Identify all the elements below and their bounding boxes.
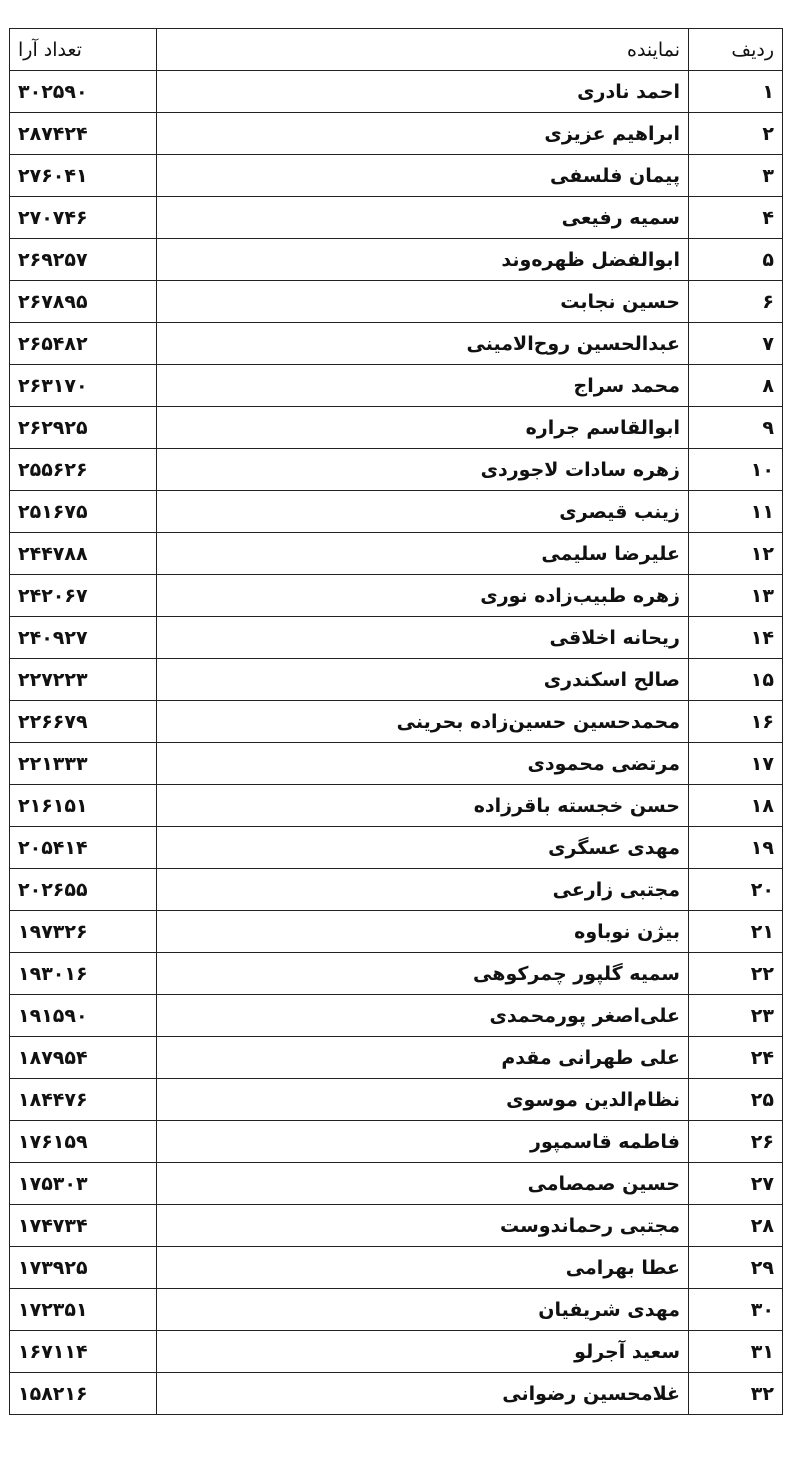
row-number-cell: ۴: [689, 197, 783, 239]
representative-name-cell: مرتضی محمودی: [157, 743, 689, 785]
representative-name-cell: صالح اسکندری: [157, 659, 689, 701]
table-row: [10, 407, 783, 449]
table-row: [10, 71, 783, 113]
representative-name-cell: زینب قیصری: [157, 491, 689, 533]
table-row: [10, 1247, 783, 1289]
representative-name-cell: محمد سراج: [157, 365, 689, 407]
table-row: [10, 155, 783, 197]
table-row: [10, 659, 783, 701]
row-number-cell: ۲۶: [689, 1121, 783, 1163]
row-number-cell: ۱۳: [689, 575, 783, 617]
representative-name-cell: حسن خجسته باقرزاده: [157, 785, 689, 827]
table-row: [10, 1289, 783, 1331]
representative-name-cell: حسین صمصامی: [157, 1163, 689, 1205]
table-row: [10, 743, 783, 785]
row-number-cell: ۲۵: [689, 1079, 783, 1121]
vote-count-cell: ۲۶۳۱۷۰: [10, 365, 157, 407]
table-row: [10, 1121, 783, 1163]
table-row: [10, 365, 783, 407]
row-number-cell: ۵: [689, 239, 783, 281]
table-row: [10, 1037, 783, 1079]
row-number-cell: ۱۹: [689, 827, 783, 869]
vote-count-cell: ۲۶۲۹۲۵: [10, 407, 157, 449]
vote-count-cell: ۱۷۶۱۵۹: [10, 1121, 157, 1163]
table-row: [10, 1205, 783, 1247]
vote-count-cell: ۲۵۵۶۲۶: [10, 449, 157, 491]
table-row: [10, 995, 783, 1037]
vote-count-cell: ۳۰۲۵۹۰: [10, 71, 157, 113]
representative-name-cell: ابراهیم عزیزی: [157, 113, 689, 155]
row-number-cell: ۳۰: [689, 1289, 783, 1331]
vote-count-cell: ۲۷۰۷۴۶: [10, 197, 157, 239]
vote-count-cell: ۲۰۵۴۱۴: [10, 827, 157, 869]
election-results-table: [9, 28, 783, 1415]
table-row: [10, 449, 783, 491]
table-row: [10, 575, 783, 617]
row-number-cell: ۱۰: [689, 449, 783, 491]
representative-name-cell: ریحانه اخلاقی: [157, 617, 689, 659]
representative-name-cell: حسین نجابت: [157, 281, 689, 323]
representative-name-cell: عطا بهرامی: [157, 1247, 689, 1289]
row-number-cell: ۲۹: [689, 1247, 783, 1289]
representative-name-cell: ابوالفضل ظهره‌وند: [157, 239, 689, 281]
table-row: [10, 1079, 783, 1121]
vote-count-cell: ۲۲۱۳۳۳: [10, 743, 157, 785]
representative-name-cell: غلامحسین رضوانی: [157, 1373, 689, 1415]
table-header-row: [10, 29, 783, 71]
results-table-container: [9, 28, 782, 1415]
table-row: [10, 827, 783, 869]
vote-count-cell: ۱۸۷۹۵۴: [10, 1037, 157, 1079]
representative-name-cell: مجتبی رحماندوست: [157, 1205, 689, 1247]
row-number-cell: ۲۴: [689, 1037, 783, 1079]
representative-name-cell: علی طهرانی مقدم: [157, 1037, 689, 1079]
representative-name-cell: احمد نادری: [157, 71, 689, 113]
row-number-cell: ۲۱: [689, 911, 783, 953]
row-number-cell: ۱۱: [689, 491, 783, 533]
row-number-cell: ۹: [689, 407, 783, 449]
vote-count-cell: ۲۸۷۴۲۴: [10, 113, 157, 155]
vote-count-cell: ۱۷۳۹۲۵: [10, 1247, 157, 1289]
table-row: [10, 491, 783, 533]
table-row: [10, 1331, 783, 1373]
vote-count-cell: ۱۶۷۱۱۴: [10, 1331, 157, 1373]
row-number-cell: ۲۲: [689, 953, 783, 995]
representative-name-cell: علی‌اصغر پورمحمدی: [157, 995, 689, 1037]
column-header-votes: تعداد آرا: [10, 29, 157, 71]
row-number-cell: ۷: [689, 323, 783, 365]
vote-count-cell: ۱۵۸۲۱۶: [10, 1373, 157, 1415]
representative-name-cell: نظام‌الدین موسوی: [157, 1079, 689, 1121]
table-row: [10, 869, 783, 911]
row-number-cell: ۲۷: [689, 1163, 783, 1205]
table-row: [10, 617, 783, 659]
table-row: [10, 197, 783, 239]
vote-count-cell: ۱۸۴۴۷۶: [10, 1079, 157, 1121]
row-number-cell: ۱۵: [689, 659, 783, 701]
table-row: [10, 533, 783, 575]
row-number-cell: ۱۶: [689, 701, 783, 743]
vote-count-cell: ۲۱۶۱۵۱: [10, 785, 157, 827]
vote-count-cell: ۱۹۱۵۹۰: [10, 995, 157, 1037]
vote-count-cell: ۲۴۲۰۶۷: [10, 575, 157, 617]
row-number-cell: ۳۱: [689, 1331, 783, 1373]
row-number-cell: ۱: [689, 71, 783, 113]
representative-name-cell: بیژن نوباوه: [157, 911, 689, 953]
table-body: [10, 71, 783, 1415]
table-row: [10, 323, 783, 365]
representative-name-cell: مهدی عسگری: [157, 827, 689, 869]
row-number-cell: ۳۲: [689, 1373, 783, 1415]
representative-name-cell: ابوالقاسم جراره: [157, 407, 689, 449]
representative-name-cell: سمیه رفیعی: [157, 197, 689, 239]
row-number-cell: ۲۰: [689, 869, 783, 911]
column-header-row-number: ردیف: [689, 29, 783, 71]
row-number-cell: ۱۷: [689, 743, 783, 785]
table-row: [10, 953, 783, 995]
column-header-representative: نماینده: [157, 29, 689, 71]
row-number-cell: ۸: [689, 365, 783, 407]
vote-count-cell: ۲۶۷۸۹۵: [10, 281, 157, 323]
vote-count-cell: ۱۹۷۳۲۶: [10, 911, 157, 953]
row-number-cell: ۳: [689, 155, 783, 197]
representative-name-cell: مهدی شریفیان: [157, 1289, 689, 1331]
table-row: [10, 911, 783, 953]
row-number-cell: ۲: [689, 113, 783, 155]
representative-name-cell: پیمان فلسفی: [157, 155, 689, 197]
vote-count-cell: ۱۷۵۳۰۳: [10, 1163, 157, 1205]
table-row: [10, 281, 783, 323]
row-number-cell: ۱۲: [689, 533, 783, 575]
table-row: [10, 785, 783, 827]
representative-name-cell: سعید آجرلو: [157, 1331, 689, 1373]
vote-count-cell: ۲۲۷۲۲۳: [10, 659, 157, 701]
representative-name-cell: فاطمه قاسمپور: [157, 1121, 689, 1163]
representative-name-cell: مجتبی زارعی: [157, 869, 689, 911]
vote-count-cell: ۲۵۱۶۷۵: [10, 491, 157, 533]
vote-count-cell: ۲۶۹۲۵۷: [10, 239, 157, 281]
vote-count-cell: ۱۷۲۳۵۱: [10, 1289, 157, 1331]
row-number-cell: ۶: [689, 281, 783, 323]
representative-name-cell: زهره سادات لاجوردی: [157, 449, 689, 491]
representative-name-cell: علیرضا سلیمی: [157, 533, 689, 575]
vote-count-cell: ۱۹۳۰۱۶: [10, 953, 157, 995]
representative-name-cell: زهره طبیب‌زاده نوری: [157, 575, 689, 617]
vote-count-cell: ۲۴۰۹۲۷: [10, 617, 157, 659]
vote-count-cell: ۱۷۴۷۳۴: [10, 1205, 157, 1247]
row-number-cell: ۱۸: [689, 785, 783, 827]
table-row: [10, 113, 783, 155]
vote-count-cell: ۲۲۶۶۷۹: [10, 701, 157, 743]
vote-count-cell: ۲۰۲۶۵۵: [10, 869, 157, 911]
row-number-cell: ۲۳: [689, 995, 783, 1037]
table-row: [10, 239, 783, 281]
representative-name-cell: سمیه گلپور چمرکوهی: [157, 953, 689, 995]
table-row: [10, 701, 783, 743]
table-row: [10, 1373, 783, 1415]
vote-count-cell: ۲۷۶۰۴۱: [10, 155, 157, 197]
representative-name-cell: عبدالحسین روح‌الامینی: [157, 323, 689, 365]
vote-count-cell: ۲۶۵۴۸۲: [10, 323, 157, 365]
row-number-cell: ۱۴: [689, 617, 783, 659]
representative-name-cell: محمدحسین حسین‌زاده بحرینی: [157, 701, 689, 743]
table-row: [10, 1163, 783, 1205]
vote-count-cell: ۲۴۴۷۸۸: [10, 533, 157, 575]
row-number-cell: ۲۸: [689, 1205, 783, 1247]
